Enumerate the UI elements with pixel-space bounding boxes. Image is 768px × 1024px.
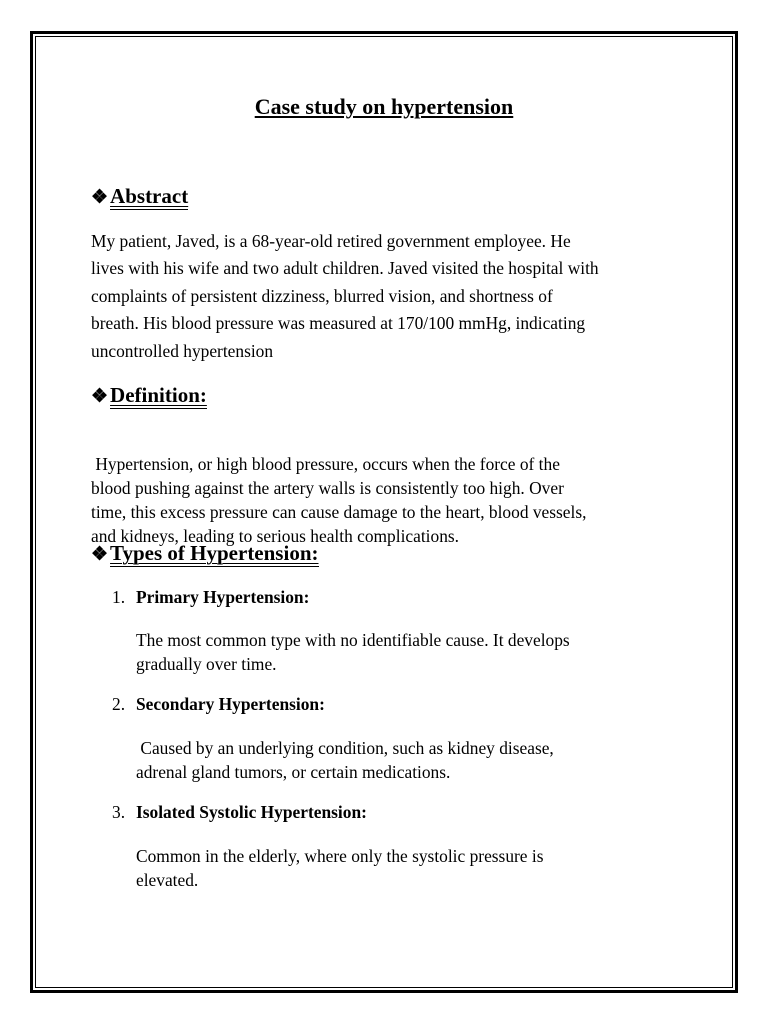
- list-item-title: Primary Hypertension:: [136, 587, 310, 607]
- list-item-title: Secondary Hypertension:: [136, 694, 325, 714]
- definition-paragraph: [91, 428, 691, 548]
- abstract-heading-text: Abstract: [110, 184, 189, 208]
- abstract-line: lives with his wife and two adult children. Javed visited the hospital with: [91, 258, 599, 279]
- abstract-line: uncontrolled hypertension: [91, 340, 274, 361]
- list-item-number: 3.: [112, 802, 126, 822]
- abstract-line: breath. His blood pressure was measured at 170/100 mmHg, indicating: [91, 313, 586, 334]
- abstract-heading: [91, 184, 188, 209]
- description-line: Common in the elderly, where only the systolic pressure is: [136, 846, 544, 866]
- description-line: elevated.: [136, 870, 199, 890]
- abstract-line: complaints of persistent dizziness, blurred vision, and shortness of: [91, 285, 553, 306]
- definition-line: blood pushing against the artery walls is consistently too high. Over: [91, 478, 564, 498]
- document-title: Case study on hypertension: [254, 94, 514, 119]
- abstract-line: My patient, Javed, is a 68-year-old retired government employee. He: [91, 231, 571, 251]
- types-heading: [91, 541, 319, 566]
- definition-line: and kidneys, leading to serious health complications.: [91, 526, 460, 546]
- definition-heading-text: Definition:: [110, 383, 207, 407]
- list-item-description: [136, 736, 676, 784]
- list-item-title: Isolated Systolic Hypertension:: [136, 802, 367, 822]
- diamond-bullet-icon: ❖: [91, 544, 109, 565]
- list-item-number: 2.: [112, 694, 126, 714]
- list-item-description: [136, 628, 676, 676]
- diamond-bullet-icon: ❖: [91, 187, 109, 208]
- description-line: gradually over time.: [136, 654, 277, 674]
- description-line: Caused by an underlying condition, such as kidney disease,: [136, 738, 554, 758]
- description-line: The most common type with no identifiable cause. It develops: [136, 630, 570, 650]
- definition-line: time, this excess pressure can cause damage to the heart, blood vessels,: [91, 502, 587, 522]
- definition-line: Hypertension, or high blood pressure, occurs when the force of the: [91, 454, 560, 474]
- abstract-paragraph: [91, 228, 691, 365]
- types-heading-text: Types of Hypertension:: [110, 541, 319, 565]
- list-item-description: [136, 844, 676, 892]
- list-item-number: 1.: [112, 587, 126, 607]
- description-line: adrenal gland tumors, or certain medications.: [136, 762, 451, 782]
- definition-heading: [91, 383, 207, 408]
- diamond-bullet-icon: ❖: [91, 386, 109, 407]
